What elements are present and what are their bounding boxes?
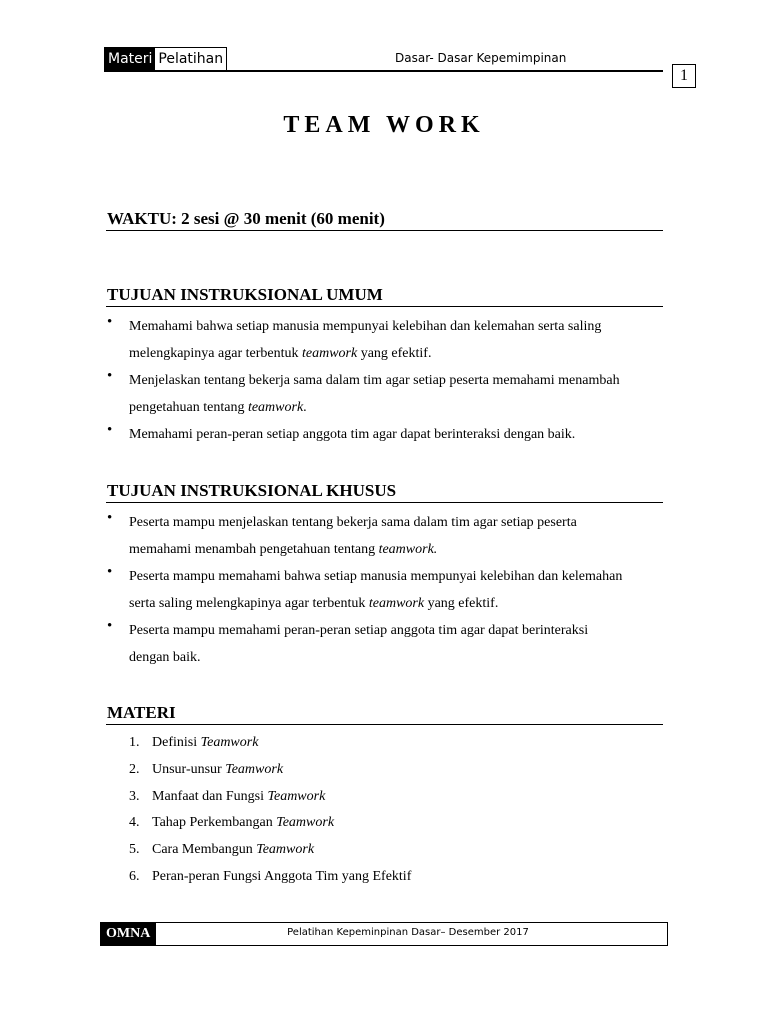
- list-number: 1.: [129, 735, 140, 750]
- tiu-rule: [106, 306, 663, 307]
- list-number: 4.: [129, 815, 140, 830]
- bullet-icon: •: [107, 422, 113, 438]
- tik-heading: TUJUAN INSTRUKSIONAL KHUSUS: [107, 481, 397, 500]
- materi-rule: [106, 724, 663, 725]
- list-item: Definisi Teamwork: [152, 735, 259, 750]
- list-item: Peran-peran Fungsi Anggota Tim yang Efektif: [152, 869, 412, 884]
- tik-item-text: Peserta mampu menjelaskan tentang bekerja sama dalam tim agar setiap peserta memahami menambah pengetahuan tentang teamwork.: [129, 515, 577, 557]
- tiu-item-text: Menjelaskan tentang bekerja sama dalam tim agar setiap peserta memahami menambah pengetahuan tentang teamwork.: [129, 373, 620, 415]
- header-badge-materi: Materi: [105, 48, 155, 70]
- page-number: 1: [672, 64, 696, 88]
- list-item: Cara Membangun Teamwork: [152, 842, 315, 857]
- header-rule: [104, 70, 663, 72]
- waktu-rule: [106, 230, 663, 231]
- header-badge-pelatihan: Pelatihan: [155, 48, 226, 70]
- list-number: 3.: [129, 789, 140, 804]
- bullet-icon: •: [107, 618, 113, 634]
- list-number: 6.: [129, 869, 140, 884]
- bullet-icon: •: [107, 510, 113, 526]
- header-badge: [104, 47, 227, 71]
- list-number: 2.: [129, 762, 140, 777]
- list-item: Unsur-unsur Teamwork: [152, 762, 284, 777]
- tiu-item-text: Memahami peran-peran setiap anggota tim agar dapat berinteraksi dengan baik.: [129, 427, 576, 442]
- header-title: Dasar- Dasar Kepemimpinan: [395, 51, 567, 65]
- tik-rule: [106, 502, 663, 503]
- list-item: Tahap Perkembangan Teamwork: [152, 815, 335, 830]
- bullet-icon: •: [107, 564, 113, 580]
- tiu-heading: TUJUAN INSTRUKSIONAL UMUM: [107, 285, 383, 304]
- list-number: 5.: [129, 842, 140, 857]
- tiu-item-text: Memahami bahwa setiap manusia mempunyai kelebihan dan kelemahan serta saling melengkapinya agar terbentuk teamwork yang efektif.: [129, 319, 602, 361]
- bullet-icon: •: [107, 368, 113, 384]
- footer-label: OMNA: [100, 922, 156, 946]
- materi-heading: MATERI: [107, 703, 176, 722]
- document-title: TEAM WORK: [283, 112, 485, 138]
- bullet-icon: •: [107, 314, 113, 330]
- list-item: Manfaat dan Fungsi Teamwork: [152, 789, 326, 804]
- waktu-heading: WAKTU: 2 sesi @ 30 menit (60 menit): [107, 209, 385, 228]
- tik-item-text: Peserta mampu memahami bahwa setiap manusia mempunyai kelebihan dan kelemahan serta saling melengkapinya agar terbentuk teamwork yang efektif.: [129, 569, 623, 611]
- footer-text: Pelatihan Kepeminpinan Dasar– Desember 2017: [287, 927, 529, 938]
- tik-item-text: Peserta mampu memahami peran-peran setiap anggota tim agar dapat berinteraksi dengan baik.: [129, 623, 589, 665]
